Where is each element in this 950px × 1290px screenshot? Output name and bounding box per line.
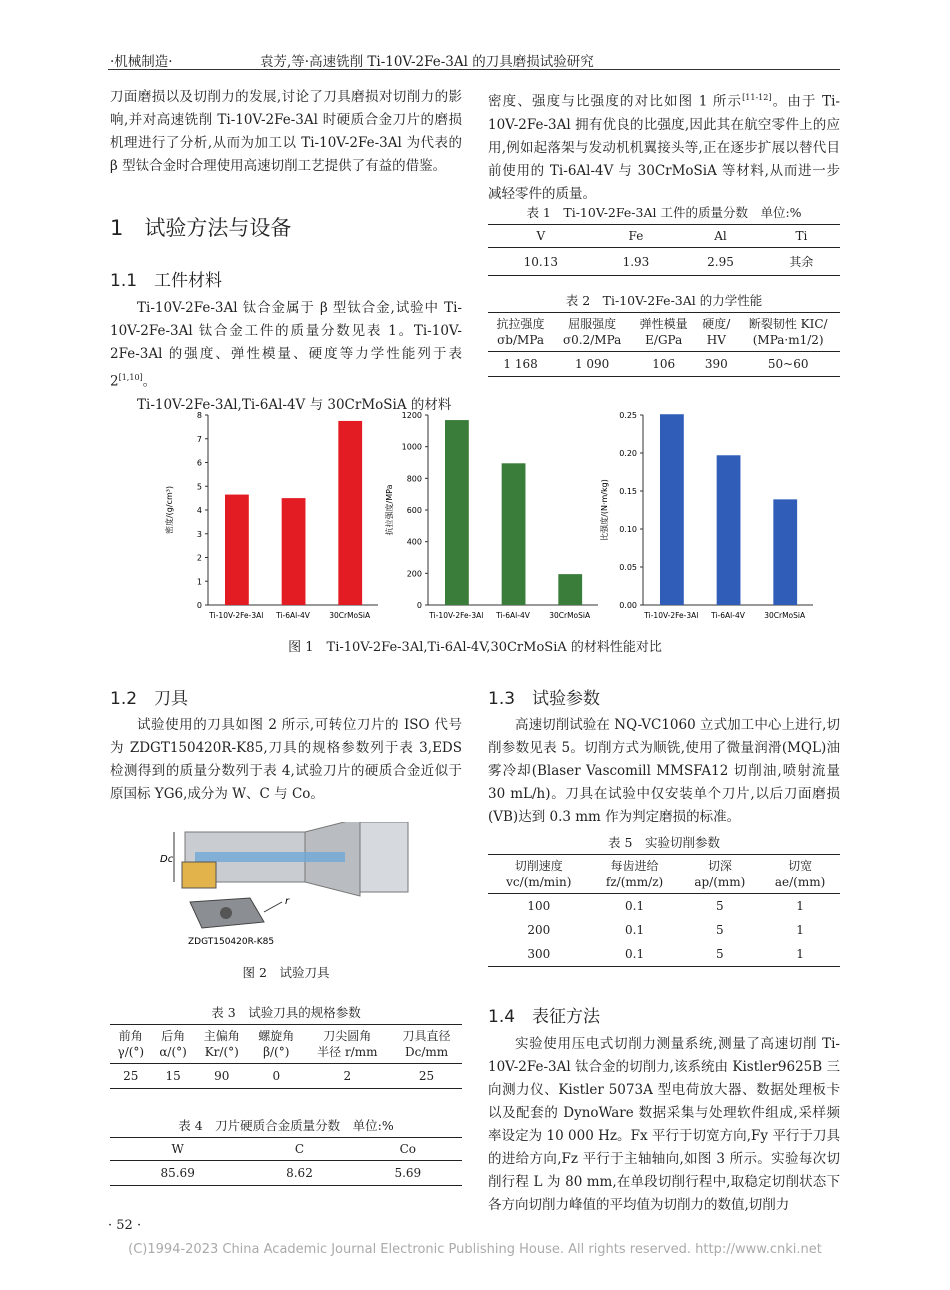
section-1-1-heading: 1.1 工件材料 [110,271,223,291]
table-row [488,248,840,276]
bar [773,499,797,605]
section-1-4-heading: 1.4 表征方法 [488,1007,601,1027]
citation: [11-12] [742,93,772,102]
table-4-caption: 表 4 刀片硬质合金质量分数 单位:% [178,1118,394,1133]
y-tick-label: 400 [406,537,422,547]
left-intro-paragraph: 刀面磨损以及切削力的发展,讨论了刀具磨损对切削力的影响,并对高速铣削 Ti-10V-2Fe-3Al 时硬质合金刀片的磨损机理进行了分析,从而为加工以 Ti-10V-2Fe-3Al 为代表的 β 型钛合金时合理使用高速切削工艺提供了有益的借鉴。 [110,89,462,174]
table-cell: 5 [680,942,761,967]
figure-1-charts [160,405,820,633]
y-tick-label: 4 [196,506,202,515]
y-axis-label: 密度/(g/cm³) [165,485,174,535]
table2-header: 屈服强度 σ0.2/MPa [553,313,631,352]
x-tick-label: Ti-10V-2Fe-3Al [644,611,699,620]
y-tick-label: 8 [196,411,202,420]
y-tick-label: 6 [196,458,202,468]
section-1-3-heading: 1.3 试验参数 [488,689,601,709]
table-cell: 1 [796,899,804,913]
x-tick-label: 30CrMoSiA [549,611,591,620]
bar [717,455,741,605]
coolant-channel [195,852,345,862]
table-row [110,1064,462,1089]
table-cell: 0.1 [625,899,645,913]
x-tick-label: 30CrMoSiA [764,611,806,620]
table-cell: 其余 [763,248,840,276]
table-cell: 2.95 [678,248,763,276]
sec11-text-2: Ti-10V-2Fe-3Al,Ti-6Al-4V 与 30CrMoSiA 的材料 [137,396,452,413]
figure-2-caption: 图 2 试验刀具 [242,965,330,980]
table-3 [110,1024,462,1089]
bar [502,463,526,605]
table5-header: 每齿进给 fz/(mm/z) [590,855,680,894]
chart-tensile-strength [384,411,598,620]
table-cell: 2 [304,1064,392,1089]
page-number: · 52 · [108,1218,142,1233]
bar [445,420,469,605]
table1-header: Fe [594,225,679,248]
table-cell: 200 [527,923,551,937]
table-cell: 1 168 [488,352,553,377]
chart-specific-strength [599,411,813,620]
table-cell: 10.13 [488,248,594,276]
table-3-caption: 表 3 试验刀具的规格参数 [211,1005,361,1020]
table-row [110,1161,462,1186]
table-row [488,918,840,942]
table-cell: 25 [110,1064,152,1089]
table3-header: 前角 γ/(°) [110,1025,152,1064]
y-tick-label: 600 [406,506,422,515]
y-tick-label: 0.10 [619,525,637,534]
sec11-text: Ti-10V-2Fe-3Al 钛合金属于 β 型钛合金,试验中 Ti-10V-2Fe-3Al 钛合金工件的质量分数见表 1。Ti-10V-2Fe-3Al 的强度、弹性模量、硬度等力学性能列于表 2 [110,300,462,390]
r-label: r [285,896,290,907]
insert-on-tool [182,862,216,888]
table5-header: 切宽 ae/(mm) [760,855,840,894]
table2-header: 硬度/ HV [696,313,736,352]
table-cell: 0.1 [625,923,645,937]
table3-header: 主偏角 Kr/(°) [195,1025,249,1064]
bar [225,495,249,605]
table3-header: 螺旋角 β/(°) [249,1025,303,1064]
table-cell: 1 [760,942,840,967]
table-row [488,894,840,919]
table-cell: 25 [391,1064,462,1089]
copyright-footer: (C)1994-2023 China Academic Journal Electronic Publishing House. All rights reserved. http://www.cnki.net [128,1242,822,1257]
table5-header: 切削速度 vc/(m/min) [488,855,590,894]
y-axis-label: 比强度/(N·m/kg) [600,479,609,541]
table3-header: 后角 α/(°) [152,1025,195,1064]
table-cell: 106 [631,352,696,377]
y-tick-label: 5 [196,482,202,492]
right-intro-b: 。由于 Ti-10V-2Fe-3Al 拥有优良的比强度,因此其在航空零件上的应用,例如起落架与发动机机翼接头等,正在逐步扩展以替代目前使用的 Ti-6Al-4V 与 30CrMoSiA 等材料,从而进一步减轻零件的质量。 [488,93,840,202]
x-tick-label: Ti-10V-2Fe-3Al [209,611,264,620]
table-cell: 5.69 [354,1161,462,1186]
table-row [488,942,840,967]
y-tick-label: 0.05 [619,563,637,572]
table-cell: 1 [796,923,804,937]
table-cell: 15 [152,1064,195,1089]
y-tick-label: 1200 [401,411,422,420]
section-1-heading: 1 试验方法与设备 [110,216,292,240]
table-5 [488,854,840,967]
figure-2-tool-illustration [160,822,420,952]
table-cell: 0.1 [590,942,680,967]
header-rule [108,69,840,70]
figure-1-caption: 图 1 Ti-10V-2Fe-3Al,Ti-6Al-4V,30CrMoSiA 的材料性能对比 [288,640,662,655]
table2-header: 抗拉强度 σb/MPa [488,313,553,352]
x-tick-label: Ti-10V-2Fe-3Al [429,611,484,620]
bar [338,421,362,605]
y-tick-label: 0.20 [619,449,637,458]
table-1-caption: 表 1 Ti-10V-2Fe-3Al 工件的质量分数 单位:% [526,205,802,220]
section-1-2-paragraph: 试验使用的刀具如图 2 所示,可转位刀片的 ISO 代号为 ZDGT150420R-K85,刀具的规格参数列于表 3,EDS 检测得到的质量分数列于表 4,试验刀片的硬质合金近似于原国标 YG6,成分为 W、C 与 Co。 [110,717,462,802]
y-tick-label: 0 [416,601,422,610]
insert-screw-hole [220,907,232,919]
table-row [488,352,840,377]
y-tick-label: 200 [406,569,422,579]
table3-header: 刀尖圆角 半径 r/mm [304,1025,392,1064]
table-cell: 300 [488,942,590,967]
section-1-1-paragraph [110,297,462,417]
table1-header: Ti [763,225,840,248]
table-cell: 5 [716,923,724,937]
section-1-2-heading: 1.2 刀具 [110,689,189,709]
y-tick-label: 2 [196,553,202,563]
table-cell: 5 [716,899,724,913]
table4-header: Co [354,1138,462,1161]
table2-header: 断裂韧性 KIC/ (MPa·m1/2) [736,313,840,352]
y-tick-label: 0 [196,601,202,610]
chart-density [164,411,378,620]
sec11-end: 。 [142,373,157,390]
table-cell: 1 090 [553,352,631,377]
y-tick-label: 1 [196,577,202,587]
table2-header: 弹性模量 E/GPa [631,313,696,352]
bar [282,498,306,605]
table-cell: 90 [195,1064,249,1089]
table1-header: V [488,225,594,248]
tool-flange [360,822,408,892]
bar [558,574,582,605]
table-cell: 1.93 [594,248,679,276]
x-tick-label: Ti-6Al-4V [276,611,310,620]
table4-header: W [110,1138,245,1161]
table4-header: C [245,1138,353,1161]
right-intro-paragraph [488,86,840,206]
r-leader-line [264,902,282,912]
y-tick-label: 7 [196,434,202,444]
table-cell: 8.62 [245,1161,353,1186]
table-2 [488,312,840,377]
y-tick-label: 0.15 [619,487,637,496]
running-title: 袁芳,等·高速铣削 Ti-10V-2Fe-3Al 的刀具磨损试验研究 [260,54,594,70]
x-tick-label: Ti-6Al-4V [711,611,745,620]
dc-label: Dc [160,854,174,865]
table-4 [110,1137,462,1186]
y-tick-label: 800 [406,474,422,484]
table-1 [488,224,840,276]
table-cell: 390 [696,352,736,377]
section-1-3-paragraph: 高速切削试验在 NQ-VC1060 立式加工中心上进行,切削参数见表 5。切削方式为顺铣,使用了微量润滑(MQL)油雾冷却(Blaser Vascomill MMSFA12 切削油,喷射流量 30 mL/h)。刀具在试验中仅安装单个刀片,以后刀面磨损(VB)达到 0.3 mm 作为判定磨损的标准。 [488,717,840,825]
table-2-caption: 表 2 Ti-10V-2Fe-3Al 的力学性能 [565,293,763,308]
table1-header: Al [678,225,763,248]
table5-header: 切深 ap/(mm) [680,855,761,894]
table-cell: 0 [249,1064,303,1089]
citation: [1,10] [118,373,143,382]
y-tick-label: 0.00 [619,601,637,610]
y-tick-label: 1000 [401,442,422,452]
y-axis-label: 抗拉强度/MPa [385,484,394,536]
table3-header: 刀具直径 Dc/mm [391,1025,462,1064]
bar [660,414,684,605]
right-intro-a: 密度、强度与比强度的对比如图 1 所示 [488,93,743,110]
table-cell: 100 [527,899,551,913]
x-tick-label: Ti-6Al-4V [496,611,530,620]
insert-code-label: ZDGT150420R-K85 [188,937,275,947]
table-5-caption: 表 5 实验切削参数 [608,835,720,850]
table-cell: 50~60 [736,352,840,377]
x-tick-label: 30CrMoSiA [329,611,371,620]
y-tick-label: 0.25 [619,411,637,420]
table-cell: 85.69 [110,1161,245,1186]
journal-name: ·机械制造· [110,54,173,70]
y-tick-label: 3 [196,529,202,539]
section-1-4-paragraph: 实验使用压电式切削力测量系统,测量了高速切削 Ti-10V-2Fe-3Al 钛合金的切削力,该系统由 Kistler9625B 三向测力仪、Kistler 5073A 型电荷放大器、数据处理板卡以及配套的 DynoWare 数据采集与处理软件组成,采样频率设定为 10 000 Hz。Fx 平行于切宽方向,Fy 平行于刀具的进给方向,Fz 平行于主轴轴向,如图 3 所示。实验每次切削行程 L 为 80 mm,在单段切削行程中,取稳定切削状态下各方向切削力峰值的平均值为切削力的数值,切削力 [488,1036,840,1213]
